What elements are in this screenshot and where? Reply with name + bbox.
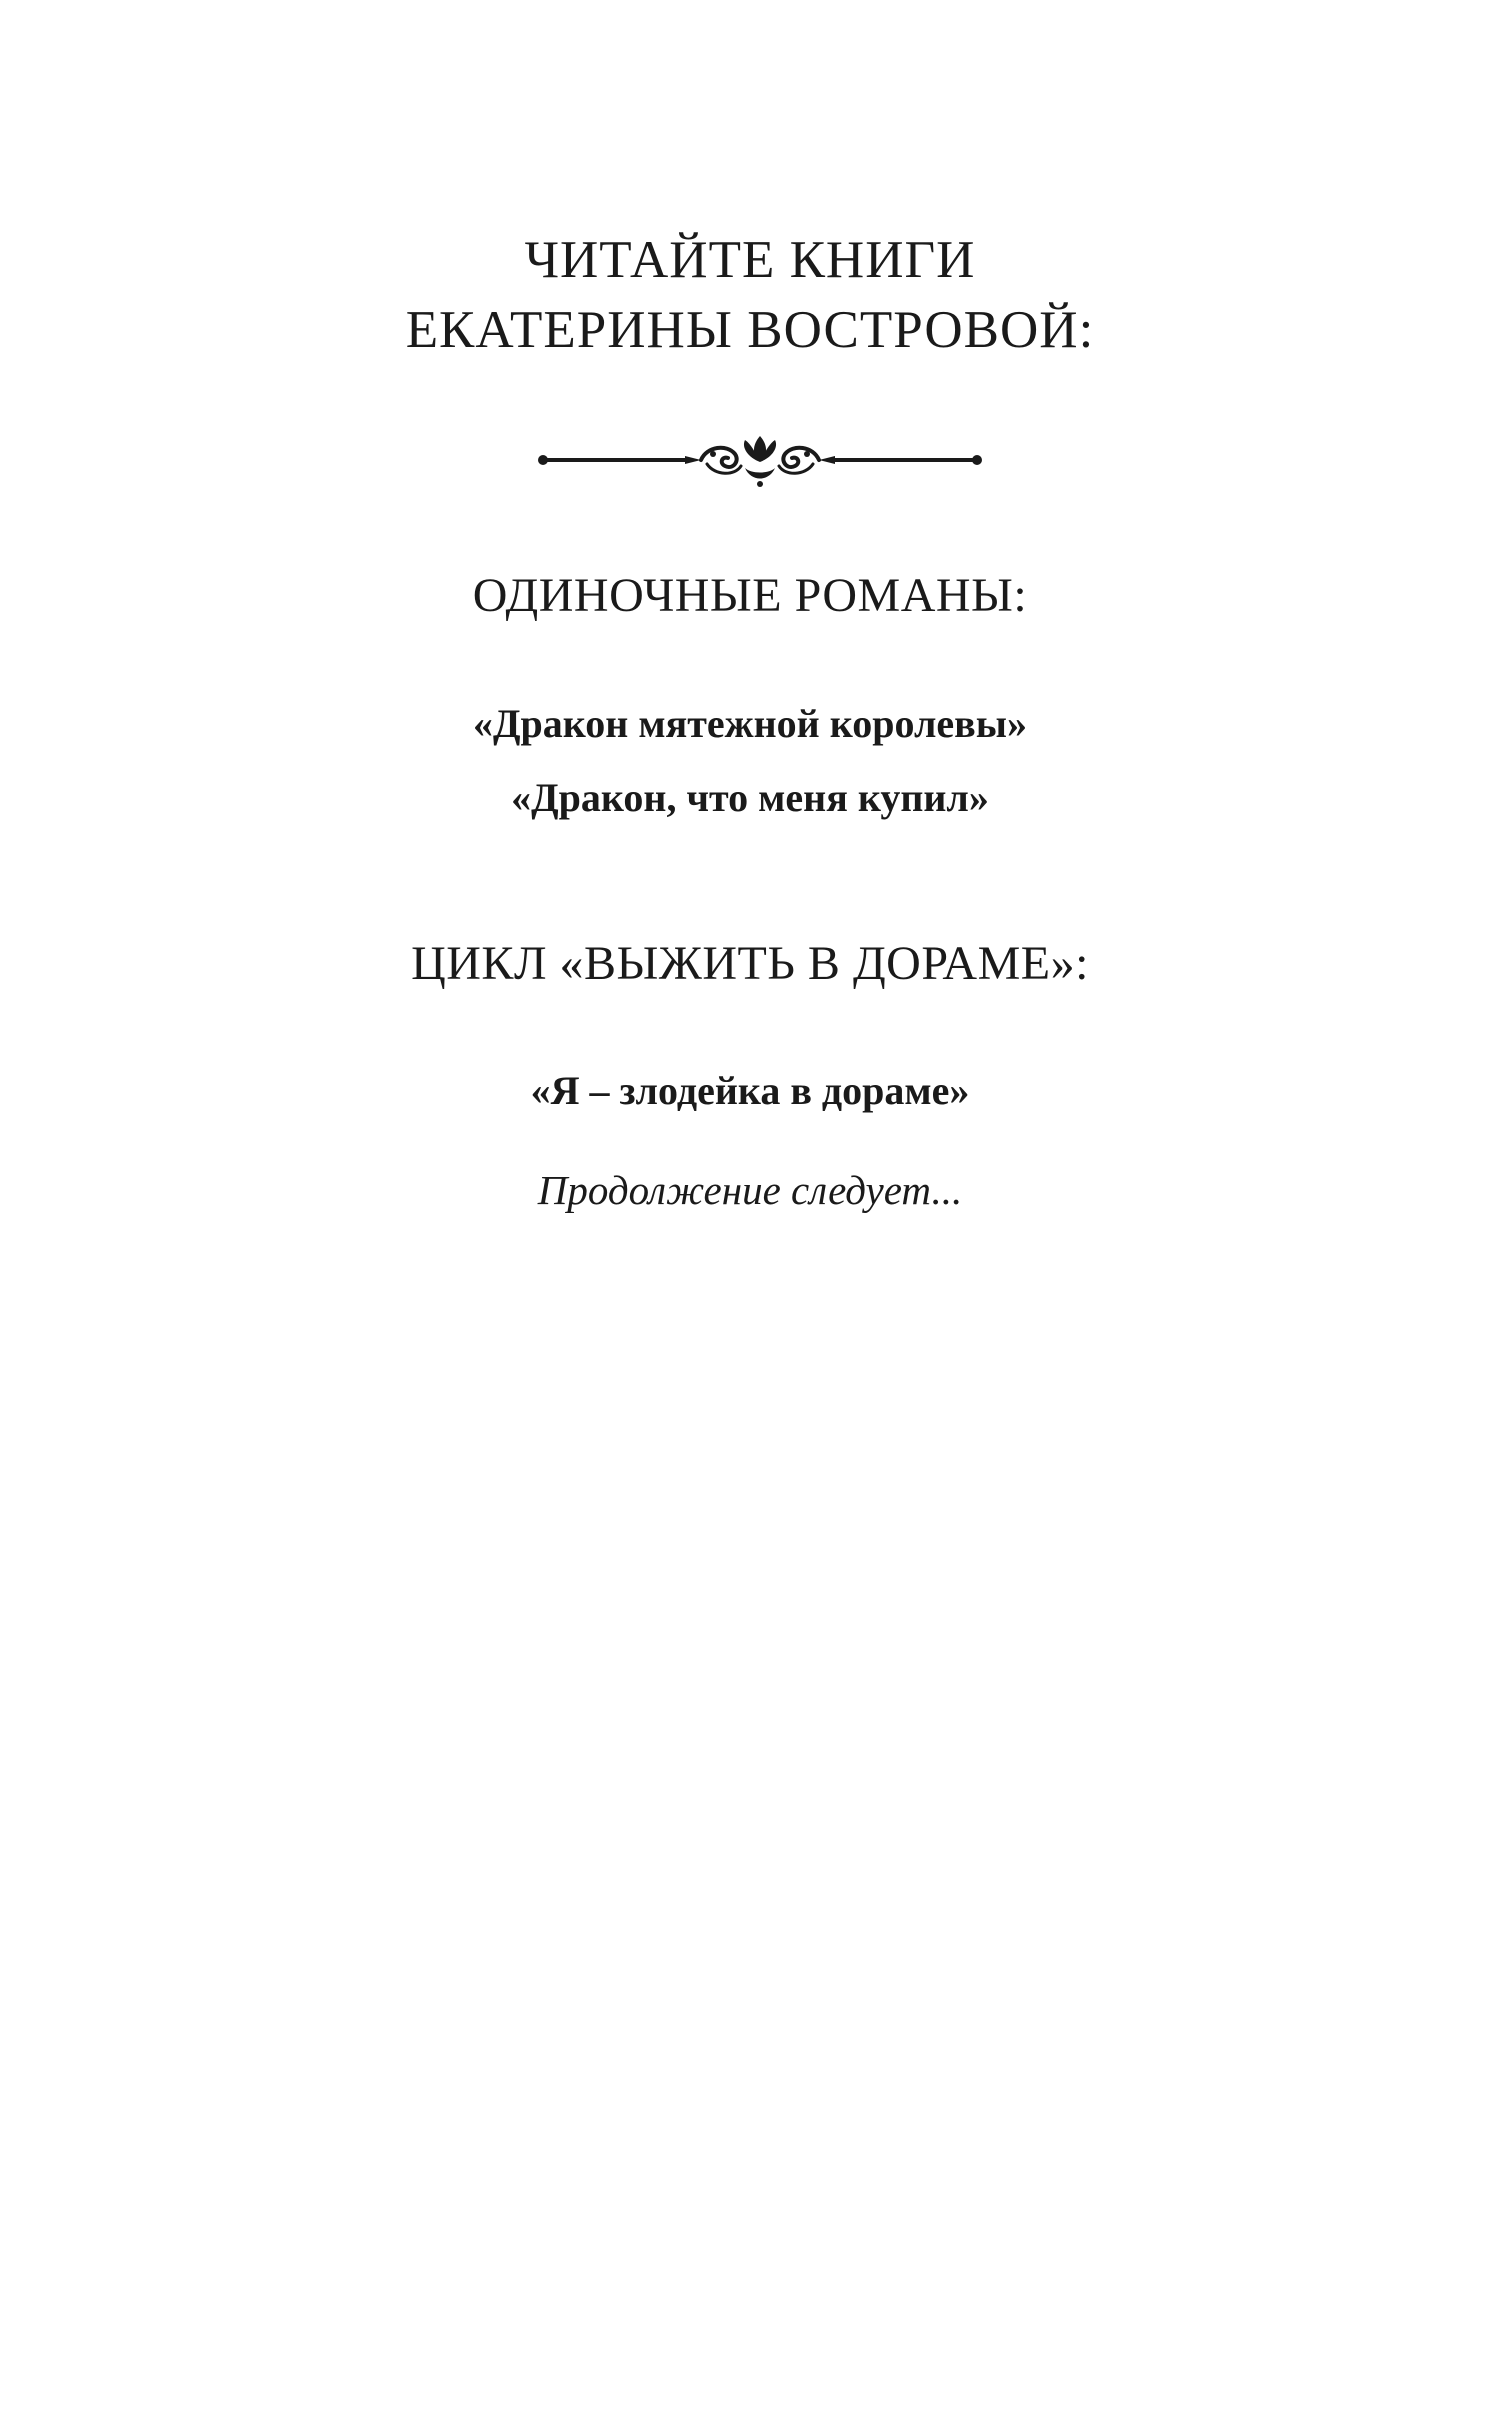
flourish-divider-icon (535, 428, 985, 492)
book-title: «Дракон, что меня купил» (511, 775, 989, 820)
book-title: «Дракон мятежной королевы» (473, 701, 1027, 746)
page-title-line-1: ЧИТАЙТЕ КНИГИ (524, 231, 976, 289)
book-title: «Я – злодейка в дораме» (530, 1068, 970, 1113)
page-title-line-2: ЕКАТЕРИНЫ ВОСТРОВОЙ: (405, 301, 1095, 359)
section-title-standalone-novels: ОДИНОЧНЫЕ РОМАНЫ: (472, 569, 1028, 622)
to-be-continued-note: Продолжение следует... (537, 1167, 963, 1213)
section-title-cycle: ЦИКЛ «ВЫЖИТЬ В ДОРАМЕ»: (411, 937, 1089, 990)
